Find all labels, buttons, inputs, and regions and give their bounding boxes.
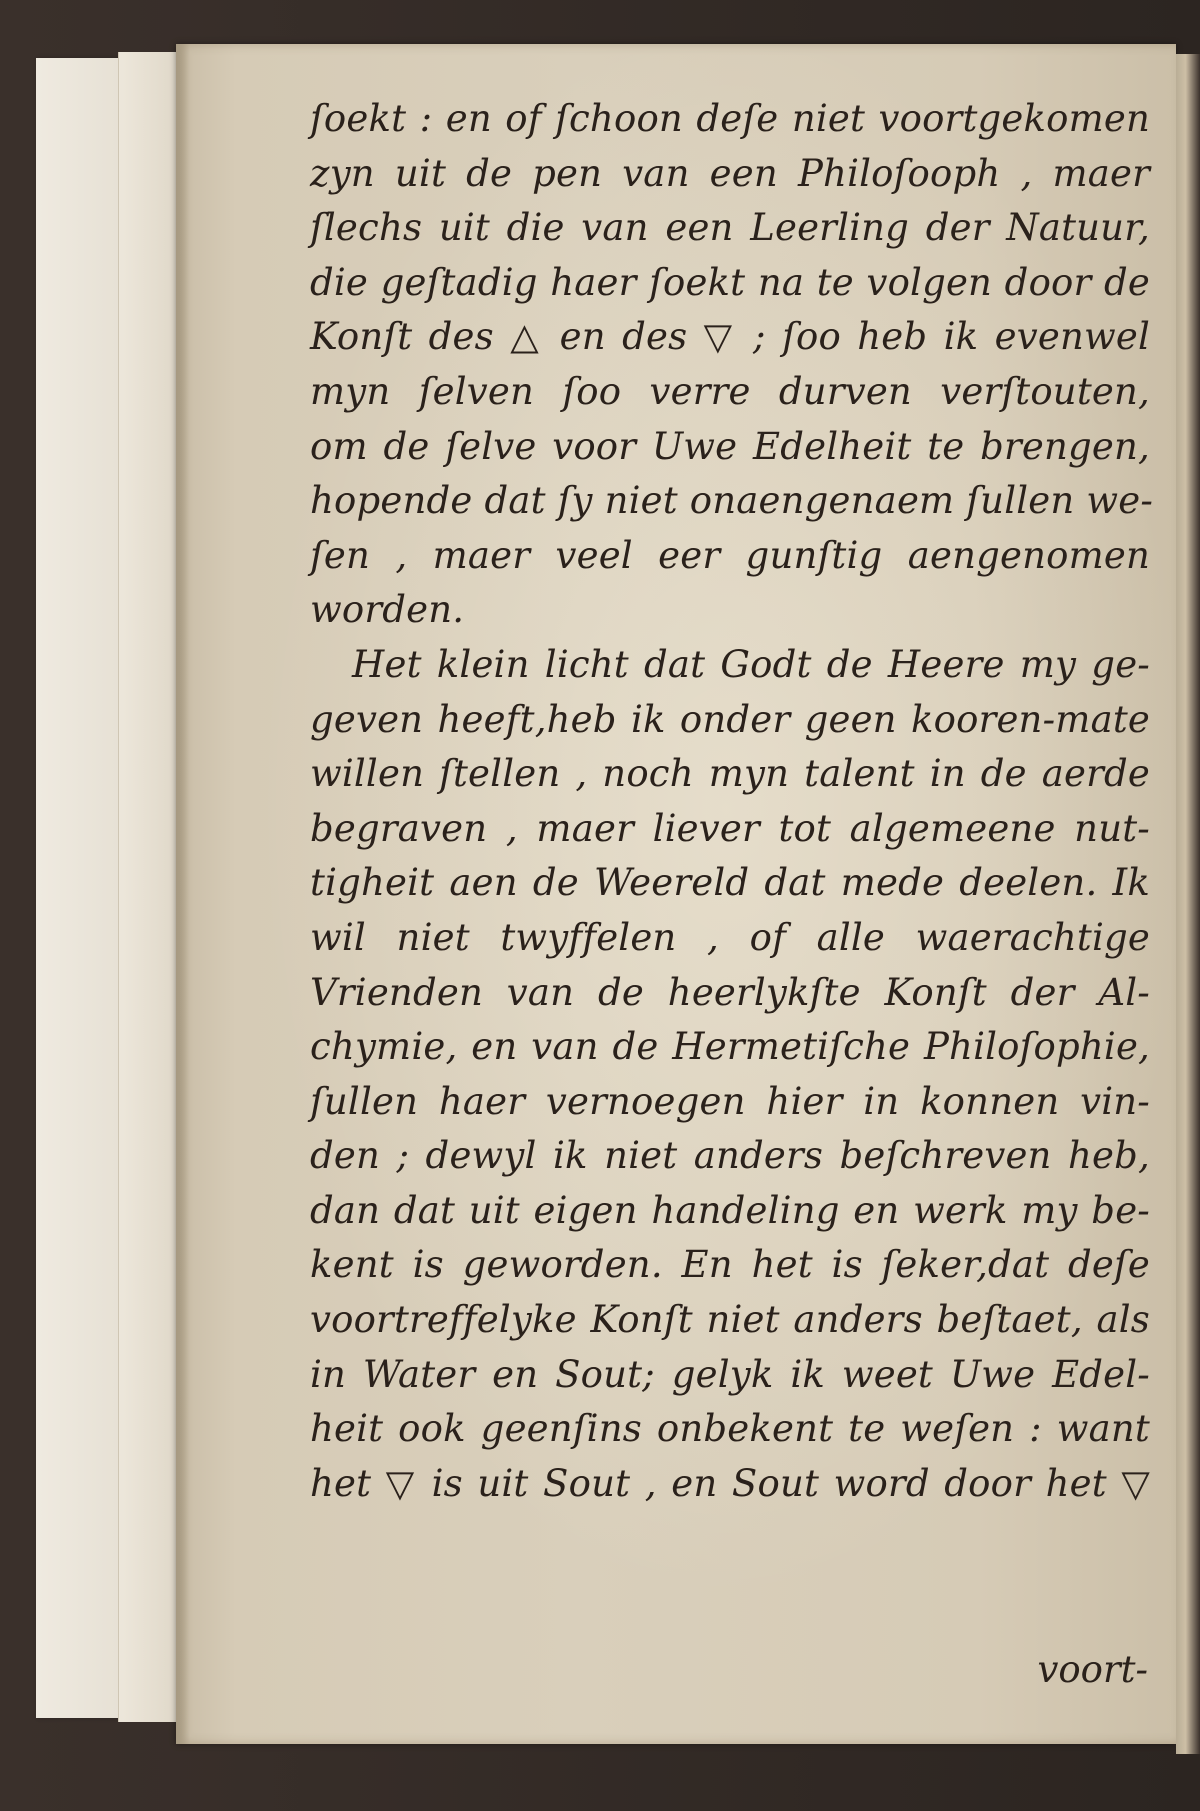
text-line: voortreffelyke Konſt niet anders beſtaet, als bbox=[310, 1298, 1150, 1342]
text-line: het ▽ is uit Sout , en Sout word door het ▽ bbox=[310, 1461, 1150, 1505]
text-line: om de ſelve voor Uwe Edelheit te brengen, bbox=[310, 424, 1150, 468]
page-right-edge bbox=[1176, 54, 1200, 1754]
text-line: tigheit aen de Weereld dat mede deelen. Ik bbox=[310, 861, 1150, 905]
text-line: Vrienden van de heerlykſte Konſt der Al- bbox=[310, 970, 1150, 1014]
text-line: den ; dewyl ik niet anders beſchreven heb, bbox=[310, 1134, 1150, 1178]
text-line: begraven , maer liever tot algemeene nut- bbox=[310, 806, 1150, 850]
page-text bbox=[310, 92, 1154, 1511]
text-line: ſullen haer vernoegen hier in konnen vin- bbox=[310, 1079, 1150, 1123]
text-line: Het klein licht dat Godt de Heere my ge- bbox=[352, 642, 1150, 686]
text-line: wil niet twyffelen , of alle waerachtige bbox=[310, 915, 1150, 959]
book-page bbox=[176, 44, 1176, 1744]
text-line: worden. bbox=[310, 588, 465, 632]
text-line: willen ſtellen , noch myn talent in de aerde bbox=[310, 752, 1150, 796]
text-line: geven heeft,heb ik onder geen kooren-mate bbox=[310, 697, 1150, 741]
text-line: heit ook geenſins onbekent te weſen : want bbox=[310, 1407, 1150, 1451]
text-line: kent is geworden. En het is ſeker,dat deſe bbox=[310, 1243, 1150, 1287]
text-line: ſlechs uit die van een Leerling der Natuur, bbox=[310, 206, 1150, 250]
text-line: zyn uit de pen van een Philoſooph , maer bbox=[310, 151, 1150, 195]
text-line: in Water en Sout; gelyk ik weet Uwe Edel- bbox=[310, 1352, 1150, 1396]
catchword: voort- bbox=[1037, 1648, 1148, 1691]
text-line: chymie, en van de Hermetiſche Philoſophie, bbox=[310, 1025, 1150, 1069]
text-line: hopende dat ſy niet onaengenaem ſullen we- bbox=[310, 479, 1154, 523]
page-gutter bbox=[176, 44, 190, 1744]
text-line: ſen , maer veel eer gunſtig aengenomen bbox=[310, 533, 1150, 577]
text-line: Konſt des △ en des ▽ ; ſoo heb ik evenwel bbox=[310, 315, 1150, 359]
text-line: myn ſelven ſoo verre durven verſtouten, bbox=[310, 369, 1150, 413]
text-line: die geſtadig haer ſoekt na te volgen door de bbox=[310, 260, 1150, 304]
text-line: dan dat uit eigen handeling en werk my be- bbox=[310, 1188, 1150, 1232]
text-line: ſoekt : en of ſchoon deſe niet voortgekomen bbox=[310, 97, 1150, 140]
